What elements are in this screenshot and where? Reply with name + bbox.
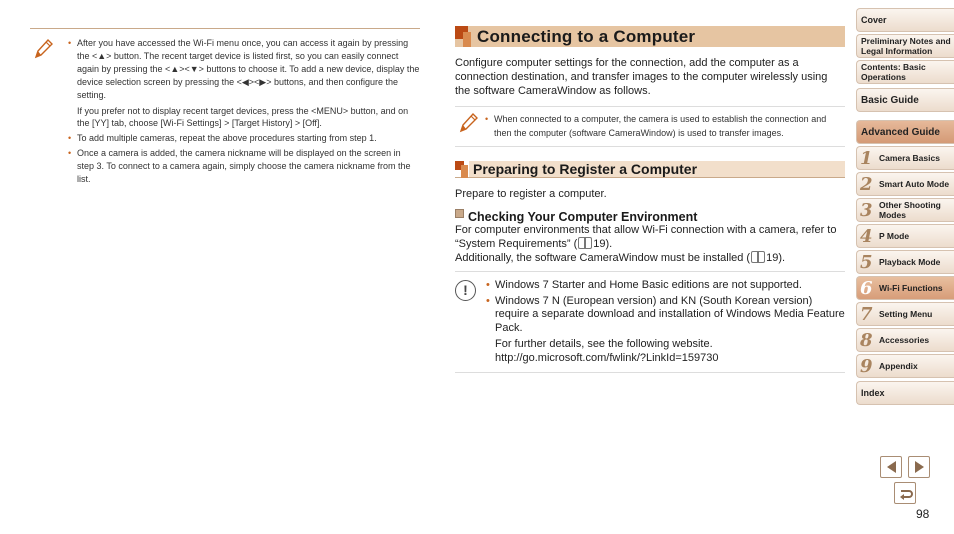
chapter-number: 4 <box>860 226 873 247</box>
nav-chapter-2[interactable] <box>856 172 954 196</box>
chapter-number: 2 <box>860 174 873 195</box>
nav-label: Setting Menu <box>879 309 933 319</box>
page-title-band <box>455 26 845 47</box>
section-marker-accent-icon <box>461 165 468 178</box>
nav-chapter-4[interactable] <box>856 224 954 248</box>
nav-label: Cover <box>861 15 887 25</box>
chapter-number: 5 <box>860 252 873 273</box>
env-text: Additionally, the software CameraWindow must be installed ( <box>455 252 751 264</box>
nav-preliminary-notes[interactable] <box>856 34 954 58</box>
subsection-heading <box>455 208 845 223</box>
chapter-number: 1 <box>860 148 873 169</box>
env-text-end: ). <box>605 238 613 250</box>
note-list <box>485 113 845 140</box>
title-marker-accent-icon <box>463 32 471 47</box>
side-navigation <box>856 8 954 407</box>
chapter-number: 9 <box>860 356 873 377</box>
note-box <box>455 106 845 147</box>
left-column <box>30 28 420 186</box>
nav-label: Smart Auto Mode <box>879 179 950 189</box>
chapter-number: 6 <box>860 278 873 299</box>
left-notes-list <box>68 37 420 186</box>
nav-chapter-9[interactable] <box>856 354 954 378</box>
prev-page-arrow-icon[interactable] <box>880 456 902 478</box>
caution-subtext: For further details, see the following website. <box>495 338 713 351</box>
nav-label: Wi-Fi Functions <box>879 283 943 293</box>
section-intro: Prepare to register a computer. <box>455 188 607 200</box>
note-text: Once a camera is added, the camera nickname will be displayed on the screen in step 3. To connect to a camera again, simply choose the camera nickname from the list. <box>77 148 411 185</box>
nav-cover[interactable] <box>856 8 954 32</box>
page-number: 98 <box>916 507 930 521</box>
nav-chapter-5[interactable] <box>856 250 954 274</box>
nav-label: Contents: Basic Operations <box>861 62 926 82</box>
nav-index[interactable] <box>856 381 954 405</box>
page-ref-link[interactable]: 19 <box>766 252 779 264</box>
subsection-title: Checking Your Computer Environment <box>468 210 698 224</box>
chapter-number: 3 <box>860 200 873 221</box>
caution-text: Windows 7 N (European version) and KN (South Korean version) require a separate download and installation of Windows Media Feature Pack. <box>495 294 845 334</box>
note-subtext: If you prefer not to display recent target devices, press the <MENU> button, and on the [YY] tab, choose [Wi-Fi Settings] > [Target History] > [Off]. <box>77 105 409 129</box>
book-icon <box>578 237 592 248</box>
nav-label: Other Shooting Modes <box>879 200 941 220</box>
note-text: After you have accessed the Wi-Fi menu once, you can access it again by pressing the <▲> button. The recent target device is listed first, so you can easily connect again by pressing the <▲><▼> buttons to choose it. To add a new device, display the device selection screen by pressing the <◀><▶> buttons, and then configure the setting. <box>77 38 420 100</box>
nav-label: Playback Mode <box>879 257 941 267</box>
next-page-arrow-icon[interactable] <box>908 456 930 478</box>
env-text-end: ). <box>778 252 786 264</box>
caution-box <box>455 271 845 373</box>
env-paragraph-1 <box>455 223 845 251</box>
nav-chapter-1[interactable] <box>856 146 954 170</box>
nav-chapter-6[interactable] <box>856 276 954 300</box>
left-notes-block <box>30 29 420 186</box>
page-ref-link[interactable]: 19 <box>593 238 606 250</box>
nav-label: Basic Guide <box>861 94 919 106</box>
list-item: • Windows 7 Starter and Home Basic editions are not supported. <box>486 279 845 293</box>
subsection-marker-icon <box>455 209 464 218</box>
return-arrow-icon <box>898 486 914 502</box>
main-column <box>455 26 845 373</box>
chapter-number: 8 <box>860 330 873 351</box>
list-item: • When connected to a computer, the camera is used to establish the connection and then the computer (software CameraWindow) is used to transfer images. <box>485 113 845 140</box>
nav-chapter-3[interactable] <box>856 198 954 222</box>
nav-label: Index <box>861 388 885 398</box>
nav-label: P Mode <box>879 231 910 241</box>
back-return-icon[interactable] <box>894 482 916 504</box>
intro-paragraph: Configure computer settings for the connection, add the computer as a connection destination, and transfer images to the computer wirelessly using the software CameraWindow as follows. <box>455 57 828 97</box>
pencil-icon <box>457 111 479 135</box>
caution-icon: ! <box>455 280 476 301</box>
list-item <box>68 132 420 145</box>
nav-label: Advanced Guide <box>861 126 940 138</box>
section-heading <box>455 161 845 178</box>
nav-basic-guide[interactable] <box>856 88 954 112</box>
list-item <box>486 295 845 366</box>
env-paragraph-2 <box>455 251 845 265</box>
nav-label: Accessories <box>879 335 930 345</box>
caution-url: http://go.microsoft.com/fwlink/?LinkId=159730 <box>495 351 719 364</box>
page-title: Connecting to a Computer <box>477 27 696 46</box>
list-item <box>68 147 420 186</box>
nav-advanced-guide[interactable] <box>856 120 954 144</box>
pencil-icon <box>32 37 54 61</box>
list-item <box>68 37 420 130</box>
nav-chapter-8[interactable] <box>856 328 954 352</box>
caution-list <box>486 279 845 366</box>
note-text: To add multiple cameras, repeat the above procedures starting from step 1. <box>77 133 377 144</box>
nav-label: Appendix <box>879 361 918 371</box>
chapter-number: 7 <box>860 304 873 325</box>
section-title: Preparing to Register a Computer <box>473 161 698 177</box>
nav-label: Preliminary Notes and Legal Information <box>861 36 951 56</box>
book-icon <box>751 251 765 262</box>
nav-chapter-7[interactable] <box>856 302 954 326</box>
nav-contents[interactable] <box>856 60 954 84</box>
nav-label: Camera Basics <box>879 153 940 163</box>
env-text: For computer environments that allow Wi-Fi connection with a camera, refer to “System Requirements” ( <box>455 224 837 250</box>
